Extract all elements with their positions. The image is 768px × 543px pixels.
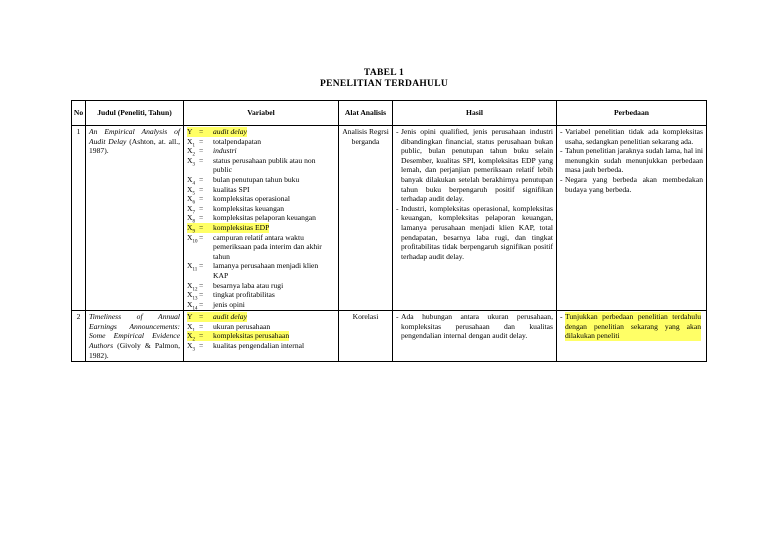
perbedaan-item bbox=[560, 312, 703, 341]
variable-symbol bbox=[187, 322, 199, 332]
cell-alat: Korelasi bbox=[339, 311, 393, 362]
variable-description: kualitas SPI bbox=[213, 184, 250, 194]
variable-equals: = bbox=[199, 127, 213, 137]
variable-symbol-letter: X bbox=[187, 232, 193, 242]
cell-hasil bbox=[393, 126, 557, 311]
variable-symbol-letter: X bbox=[187, 213, 193, 223]
variable-subscript: 6 bbox=[192, 200, 195, 206]
variable-equals: = bbox=[199, 155, 204, 165]
perbedaan-text: Tunjukkan perbedaan penelitian terdahulu dengan penelitian sekarang yang akan dilakukan peneliti bbox=[565, 312, 701, 341]
variable-description: status perusahaan publik atau non public bbox=[213, 155, 316, 175]
variable-equals: = bbox=[199, 213, 204, 223]
bullet-dash: - bbox=[560, 174, 563, 184]
variable-subscript: 3 bbox=[192, 162, 195, 168]
variable-equals: = bbox=[199, 331, 213, 341]
variable-equals: = bbox=[199, 299, 204, 309]
variable-symbol-letter: X bbox=[187, 222, 193, 232]
variable-row bbox=[187, 127, 335, 137]
bullet-dash: - bbox=[560, 127, 563, 136]
table-subtitle: PENELITIAN TERDAHULU bbox=[319, 79, 449, 89]
variable-symbol-letter: X bbox=[187, 136, 193, 146]
variable-subscript: 13 bbox=[192, 296, 198, 302]
variable-equals: = bbox=[199, 194, 204, 204]
hasil-item bbox=[396, 127, 553, 204]
variable-symbol bbox=[187, 137, 199, 147]
variable-description: audit delay bbox=[213, 127, 247, 136]
variable-symbol bbox=[187, 331, 199, 341]
variable-subscript: 4 bbox=[192, 181, 195, 187]
cell-no: 2 bbox=[72, 311, 86, 362]
variable-symbol-letter: X bbox=[187, 184, 193, 194]
cell-variabel bbox=[184, 126, 339, 311]
variable-symbol bbox=[187, 185, 199, 195]
cell-judul bbox=[86, 126, 184, 311]
variable-symbol bbox=[187, 204, 199, 214]
variable-description: audit delay bbox=[213, 312, 247, 322]
perbedaan-item bbox=[560, 146, 703, 175]
variable-symbol bbox=[187, 146, 199, 156]
header-hasil: Hasil bbox=[393, 101, 557, 126]
hasil-item bbox=[396, 204, 553, 262]
variable-subscript: 7 bbox=[192, 210, 195, 216]
variable-description: tingkat profitabilitas bbox=[213, 290, 275, 300]
variable-equals: = bbox=[199, 321, 204, 331]
variable-subscript: 11 bbox=[192, 267, 198, 273]
variable-equals: = bbox=[199, 136, 204, 146]
variable-description: besarnya laba atau rugi bbox=[213, 280, 284, 290]
variable-row bbox=[187, 137, 335, 147]
variable-row bbox=[187, 341, 335, 351]
variable-symbol-letter: X bbox=[187, 321, 193, 331]
variable-equals: = bbox=[199, 223, 213, 233]
variable-equals: = bbox=[199, 146, 204, 156]
variable-description: kompleksitas perusahaan bbox=[213, 331, 290, 341]
variable-symbol-letter: X bbox=[187, 290, 193, 300]
variable-symbol bbox=[187, 213, 199, 223]
bullet-dash: - bbox=[396, 203, 399, 213]
variable-equals: = bbox=[199, 290, 204, 300]
variable-row bbox=[187, 331, 335, 341]
variable-equals: = bbox=[199, 280, 204, 290]
cell-alat: Analisis Regrsi berganda bbox=[339, 126, 393, 311]
variable-subscript: 14 bbox=[192, 306, 198, 312]
variable-equals: = bbox=[199, 312, 213, 322]
judul-author: (Ashton, at. all., 1987). bbox=[89, 136, 180, 156]
variable-row bbox=[187, 185, 335, 195]
variable-equals: = bbox=[199, 261, 204, 271]
variable-symbol-letter: X bbox=[187, 299, 193, 309]
perbedaan-text: Negara yang berbeda akan membedakan budaya yang berbeda. bbox=[565, 174, 703, 194]
variable-row bbox=[187, 175, 335, 185]
perbedaan-text: Tahun penelitian jaraknya sudah lama, hal ini menungkin sudah menunjukkan perbedaan masa jauh berbeda. bbox=[565, 146, 704, 175]
variable-description: kompleksitas keuangan bbox=[213, 203, 285, 213]
variable-symbol-letter: Y bbox=[187, 312, 193, 322]
perbedaan-item bbox=[560, 175, 703, 194]
variable-description: kualitas pengendalian internal bbox=[213, 341, 305, 351]
variable-equals: = bbox=[199, 341, 204, 351]
judul-title: Timeliness of Annual Earnings Announcements: Some Empirical Evidence Authors bbox=[89, 312, 180, 351]
variable-description: totalpendapatan bbox=[213, 136, 262, 146]
table-row bbox=[72, 126, 707, 311]
variable-subscript: 2 bbox=[192, 337, 195, 343]
variable-subscript: 2 bbox=[192, 152, 195, 158]
variable-symbol-letter: X bbox=[187, 280, 193, 290]
variable-symbol bbox=[187, 175, 199, 185]
variable-symbol bbox=[187, 341, 199, 351]
variable-row bbox=[187, 233, 335, 262]
variable-subscript: 5 bbox=[192, 191, 195, 197]
perbedaan-item bbox=[560, 127, 703, 146]
variable-row bbox=[187, 300, 335, 310]
header-judul: Judul (Peneliti, Tahun) bbox=[86, 101, 184, 126]
variable-symbol bbox=[187, 223, 199, 233]
variable-symbol-letter: X bbox=[187, 174, 193, 184]
variable-subscript: 1 bbox=[192, 143, 195, 149]
variable-row bbox=[187, 312, 335, 322]
perbedaan-text: Variabel penelitian tidak ada kompleksitas usaha, sedangkan penelitian sekarang ada. bbox=[565, 127, 703, 146]
research-table bbox=[71, 100, 707, 362]
variable-description: kompleksitas pelaporan keuangan bbox=[213, 213, 316, 223]
cell-perbedaan bbox=[557, 126, 707, 311]
variable-symbol bbox=[187, 127, 199, 137]
hasil-text: Jenis opini qualified, jenis perusahaan industri dibandingkan financial, status perusahaan bukan public, bulan penutupan tahun buku selain Desember, kualitas SPI, kompleksitas EDP yang lemah, dan perjanjian pemeriksaan relatif lebih banyak dilakukan setelah berakhirnya penutupan tahun buku berpengaruh positif signifikan terhadap audit delay. bbox=[401, 127, 553, 204]
variable-description: ukuran perusahaan bbox=[213, 321, 271, 331]
variable-symbol bbox=[187, 281, 199, 291]
variable-subscript: 9 bbox=[192, 229, 195, 235]
variable-row bbox=[187, 223, 335, 233]
variable-symbol bbox=[187, 156, 199, 175]
cell-judul bbox=[86, 311, 184, 362]
variable-symbol bbox=[187, 290, 199, 300]
variable-symbol-letter: X bbox=[187, 261, 193, 271]
variable-symbol-letter: X bbox=[187, 155, 193, 165]
variable-row bbox=[187, 156, 335, 175]
variable-row bbox=[187, 322, 335, 332]
hasil-text: Ada hubungan antara ukuran perusahaan, kompleksitas perusahaan dan kualitas pengendalian internal dengan audit delay. bbox=[401, 312, 553, 341]
variable-row bbox=[187, 290, 335, 300]
variable-row bbox=[187, 194, 335, 204]
variable-row bbox=[187, 204, 335, 214]
header-no: No bbox=[72, 101, 86, 126]
variable-symbol-letter: X bbox=[187, 331, 193, 341]
variable-row bbox=[187, 213, 335, 223]
hasil-item bbox=[396, 312, 553, 341]
variable-description: lamanya perusahaan menjadi klien KAP bbox=[213, 261, 319, 280]
variable-symbol-letter: X bbox=[187, 194, 193, 204]
variable-description: kompleksitas EDP bbox=[213, 222, 270, 232]
variable-description: jenis opini bbox=[213, 299, 245, 309]
variable-symbol bbox=[187, 194, 199, 204]
table-header-row bbox=[72, 101, 707, 126]
variable-subscript: 12 bbox=[192, 287, 198, 293]
cell-hasil bbox=[393, 311, 557, 362]
bullet-dash: - bbox=[396, 127, 399, 136]
bullet-dash: - bbox=[396, 312, 399, 322]
variable-description: bulan penutupan tahun buku bbox=[213, 174, 300, 184]
variable-symbol-letter: X bbox=[187, 146, 193, 156]
table-row bbox=[72, 311, 707, 362]
header-variabel: Variabel bbox=[184, 101, 339, 126]
variable-description: industri bbox=[213, 146, 237, 156]
variable-row bbox=[187, 261, 335, 280]
variable-symbol bbox=[187, 233, 199, 262]
variable-description: campuran relatif antara waktu pemeriksaan pada interim dan akhir tahun bbox=[213, 232, 322, 261]
variable-description: kompleksitas operasional bbox=[213, 194, 290, 204]
variable-equals: = bbox=[199, 184, 204, 194]
variable-row bbox=[187, 281, 335, 291]
cell-variabel bbox=[184, 311, 339, 362]
variable-symbol bbox=[187, 300, 199, 310]
variable-symbol-letter: X bbox=[187, 341, 193, 351]
table-title: TABEL 1 bbox=[363, 68, 405, 78]
judul-author: (Givoly & Palmon, 1982). bbox=[89, 341, 180, 360]
bullet-dash: - bbox=[560, 146, 563, 156]
header-alat: Alat Analisis bbox=[339, 101, 393, 126]
hasil-text: Industri, kompleksitas operasional, kompleksitas keuangan, kompleksitas pelaporan keuangan, lamanya perusahaan menjadi klien KAP, total pendapatan, besarnya laba rugi, dan tingkat profitabilitas tidak berpengaruh signifikan positif terhadap audit delay. bbox=[401, 203, 553, 261]
variable-subscript: 3 bbox=[192, 347, 195, 353]
cell-perbedaan bbox=[557, 311, 707, 362]
variable-subscript: 10 bbox=[192, 239, 198, 245]
variable-equals: = bbox=[199, 232, 204, 242]
variable-equals: = bbox=[199, 203, 204, 213]
cell-no: 1 bbox=[72, 126, 86, 311]
judul-title: An Empirical Analysis of Audit Delay bbox=[89, 127, 180, 146]
bullet-dash: - bbox=[560, 312, 563, 322]
header-perbedaan: Perbedaan bbox=[557, 101, 707, 126]
variable-symbol bbox=[187, 312, 199, 322]
variable-symbol-letter: X bbox=[187, 203, 193, 213]
variable-symbol bbox=[187, 261, 199, 280]
variable-symbol-letter: Y bbox=[187, 127, 193, 136]
variable-equals: = bbox=[199, 174, 204, 184]
variable-row bbox=[187, 146, 335, 156]
